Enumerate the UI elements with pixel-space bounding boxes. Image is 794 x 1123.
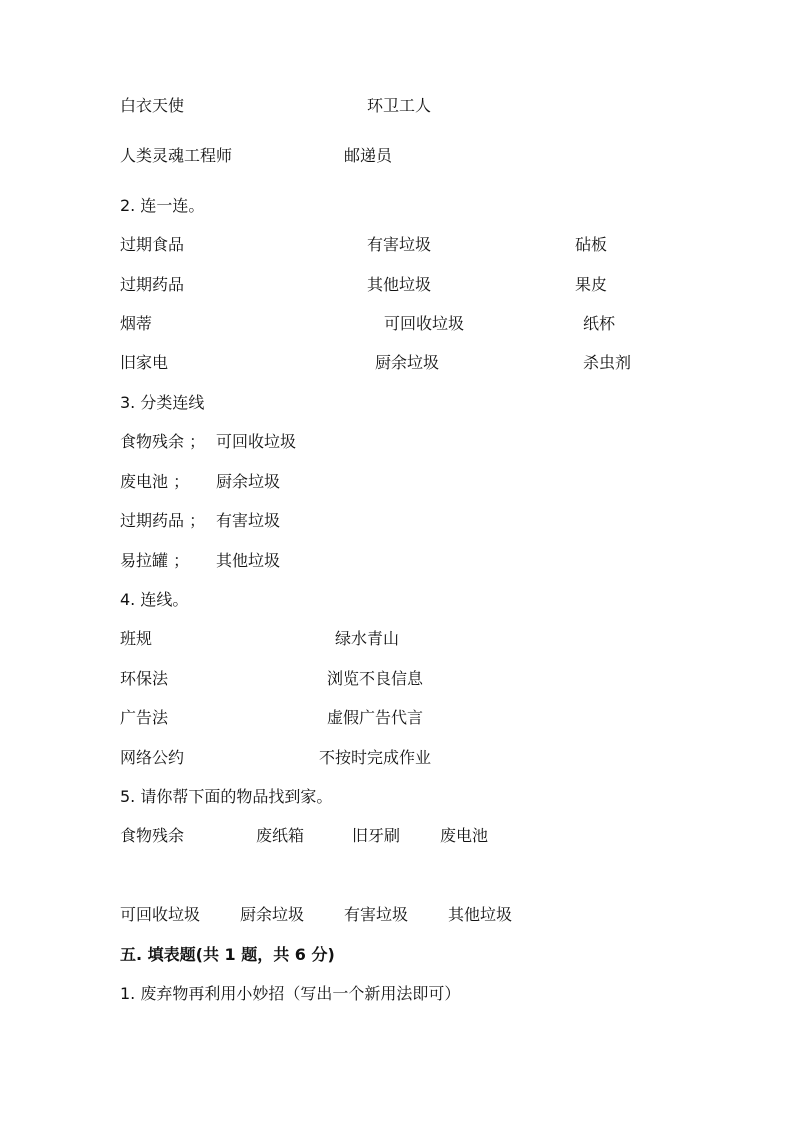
q5-bin: 其他垃圾 [448, 905, 513, 924]
question-title: 5. 请你帮下面的物品找到家。 [120, 787, 333, 806]
q4-item-right: 绿水青山 [335, 629, 400, 648]
q2-item-middle: 其他垃圾 [367, 275, 432, 294]
q2-item-middle: 有害垃圾 [367, 235, 432, 254]
match-left-1: 白衣天使 [120, 96, 185, 115]
match-right-2: 邮递员 [344, 146, 393, 165]
q2-item-left: 过期食品 [120, 235, 185, 254]
q3-item-right: 有害垃圾 [216, 511, 281, 530]
q4-item-right: 不按时完成作业 [319, 748, 432, 767]
q2-item-left: 烟蒂 [120, 314, 153, 333]
q2-item-middle: 可回收垃圾 [384, 314, 465, 333]
q4-item-right: 虚假广告代言 [327, 708, 424, 727]
q4-item-right: 浏览不良信息 [327, 669, 424, 688]
q2-item-right: 纸杯 [583, 314, 616, 333]
question-title: 3. 分类连线 [120, 393, 205, 412]
q3-item-left: 易拉罐 ； [120, 551, 190, 570]
q5-bin: 厨余垃圾 [240, 905, 305, 924]
q2-item-left: 旧家电 [120, 353, 169, 372]
section-heading: 五. 填表题(共 1 题，共 6 分) [120, 945, 335, 964]
question-title: 4. 连线。 [120, 590, 189, 609]
q4-item-left: 网络公约 [120, 748, 185, 767]
question-title: 1. 废弃物再利用小妙招（写出一个新用法即可） [120, 984, 461, 1003]
q3-item-right: 其他垃圾 [216, 551, 281, 570]
q4-item-left: 广告法 [120, 708, 169, 727]
q2-item-right: 果皮 [575, 275, 608, 294]
q4-item-left: 班规 [120, 629, 153, 648]
match-left-2: 人类灵魂工程师 [120, 146, 233, 165]
q5-item: 食物残余 [120, 826, 185, 845]
q2-item-middle: 厨余垃圾 [375, 353, 440, 372]
q3-item-left: 过期药品 ； [120, 511, 206, 530]
q5-item: 废电池 [440, 826, 489, 845]
q3-item-right: 可回收垃圾 [216, 432, 297, 451]
q3-item-right: 厨余垃圾 [216, 472, 281, 491]
q5-bin: 有害垃圾 [344, 905, 409, 924]
q5-bin: 可回收垃圾 [120, 905, 201, 924]
q3-item-left: 食物残余 ； [120, 432, 206, 451]
q4-item-left: 环保法 [120, 669, 169, 688]
q5-item: 废纸箱 [256, 826, 305, 845]
q3-item-left: 废电池 ； [120, 472, 190, 491]
q2-item-left: 过期药品 [120, 275, 185, 294]
q5-item: 旧牙刷 [352, 826, 401, 845]
q2-item-right: 杀虫剂 [583, 353, 632, 372]
match-right-1: 环卫工人 [367, 96, 432, 115]
question-title: 2. 连一连。 [120, 196, 205, 215]
q2-item-right: 砧板 [575, 235, 608, 254]
